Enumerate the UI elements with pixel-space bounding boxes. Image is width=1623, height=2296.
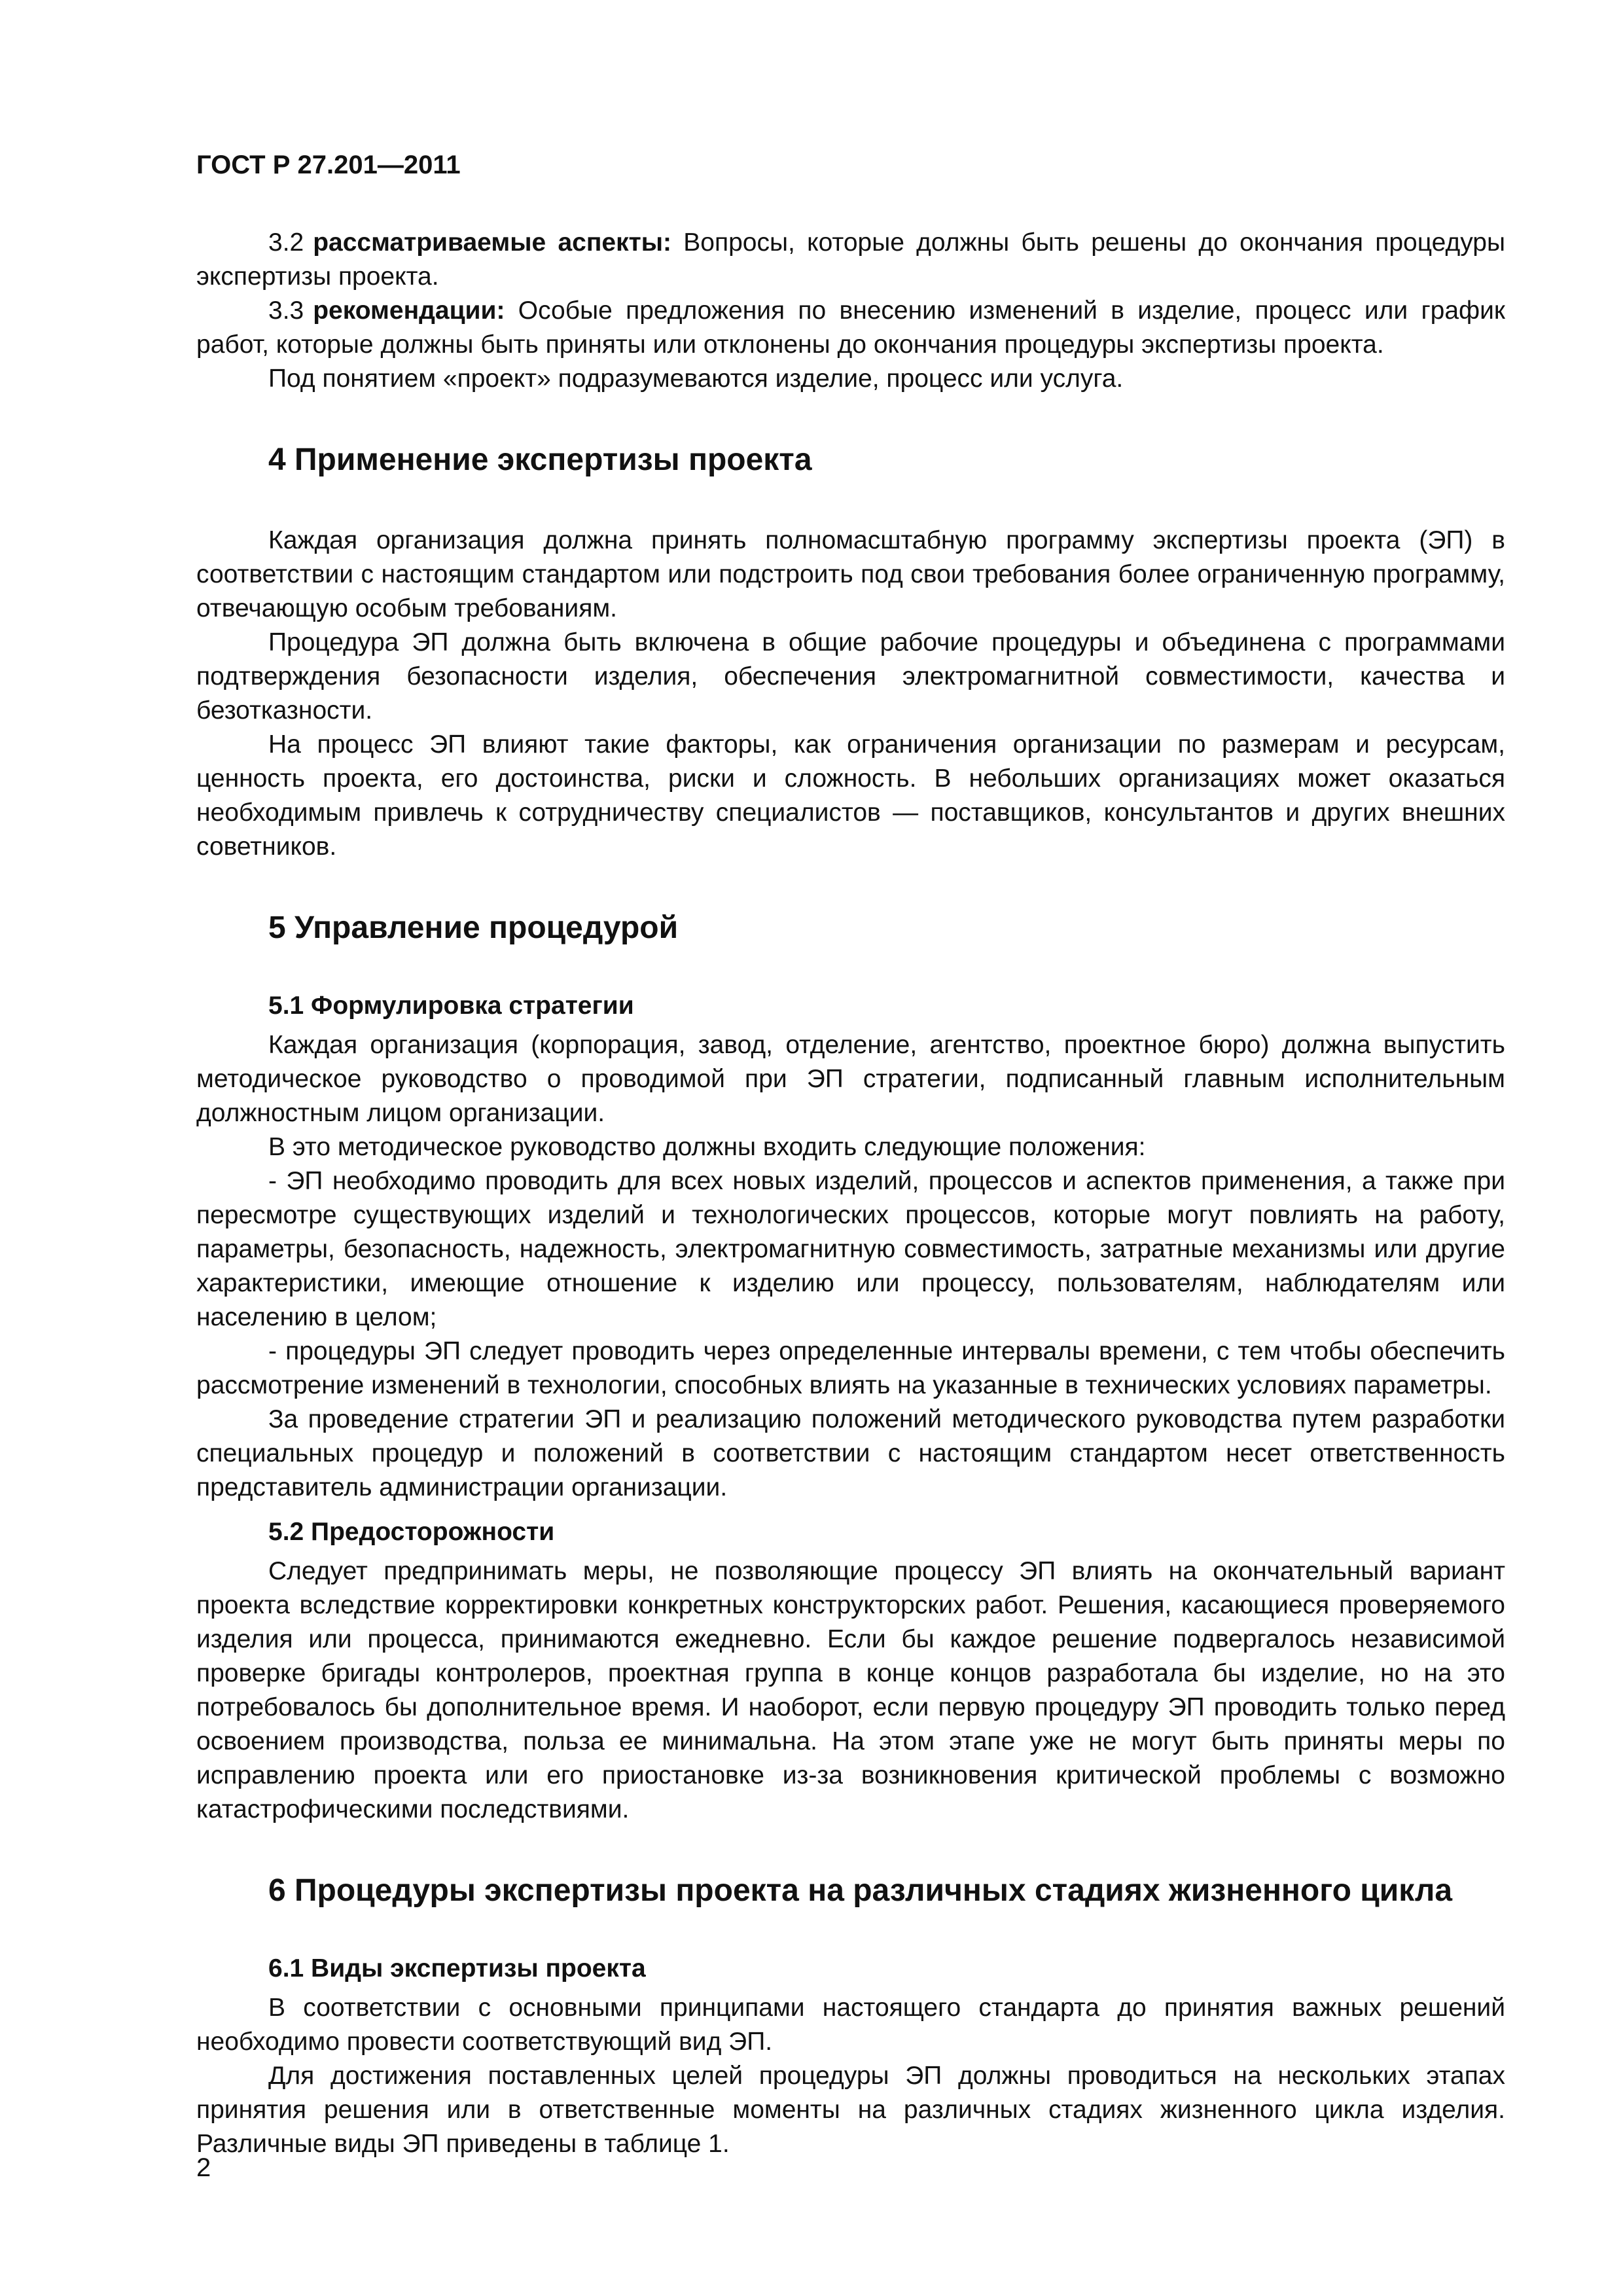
paragraph: За проведение стратегии ЭП и реализацию положений методического руководства путем разработки специальных процедур и положений в соответствии с настоящим стандартом несет ответственность представитель администрации организации.: [196, 1405, 1505, 1501]
paragraph: Каждая организация (корпорация, завод, отделение, агентство, проектное бюро) должна выпустить методическое руководство о проводимой при ЭП стратегии, подписанный главным исполнительным должностным лицом организации.: [196, 1031, 1505, 1127]
page-number: 2: [196, 2153, 211, 2182]
paragraph: Процедура ЭП должна быть включена в общие рабочие процедуры и объединена с программами подтверждения безопасности изделия, обеспечения электромагнитной совместимости, качества и безотказности.: [196, 628, 1505, 725]
paragraph: Следует предпринимать меры, не позволяющие процессу ЭП влиять на окончательный вариант проекта вследствие корректировки конкретных конструкторских работ. Решения, касающиеся проверяемого изделия или процесса, принимаются ежедневно. Если бы каждое решение подвергалось независимой проверке бригады контролеров, проектная группа в конце концов разработала бы изделие, но на это потребовалось бы дополнительное время. И наоборот, если первую процедуру ЭП проводить только перед освоением производства, польза ее минимальна. На этом этапе уже не могут быть приняты меры по исправлению проекта или его приостановке из-за возникновения критической проблемы с возможно катастрофическими последствиями.: [196, 1557, 1505, 1823]
paragraph: В это методическое руководство должны входить следующие положения:: [268, 1133, 1146, 1161]
subsection-5-2-title: 5.2 Предосторожности: [268, 1518, 555, 1546]
subsection-6-1-title: 6.1 Виды экспертизы проекта: [268, 1954, 646, 1982]
section-6-title: 6 Процедуры экспертизы проекта на различных стадиях жизненного цикла: [268, 1873, 1453, 1908]
paragraph: Каждая организация должна принять полномасштабную программу экспертизы проекта (ЭП) в соответствии с настоящим стандартом или подстроить под свои требования более ограниченную программу, отвечающую особым требованиям.: [196, 526, 1505, 622]
term-name: рекомендации:: [313, 296, 505, 325]
section-5-title: 5 Управление процедурой: [268, 910, 679, 945]
list-item: - процедуры ЭП следует проводить через определенные интервалы времени, с тем чтобы обеспечить рассмотрение изменений в технологии, способных влиять на указанные в технических условиях параметры.: [196, 1337, 1505, 1399]
term-name: рассматриваемые аспекты:: [313, 228, 671, 257]
paragraph: В соответствии с основными принципами настоящего стандарта до принятия важных решений необходимо провести соответствующий вид ЭП.: [196, 1994, 1505, 2056]
paragraph: На процесс ЭП влияют такие факторы, как ограничения организации по размерам и ресурсам, ценность проекта, его достоинства, риски и сложность. В небольших организациях может оказаться необходимым привлечь к сотрудничеству специалистов — поставщиков, консультантов и других внешних советников.: [196, 730, 1505, 861]
document-header: ГОСТ Р 27.201—2011: [196, 151, 461, 179]
list-item: - ЭП необходимо проводить для всех новых изделий, процессов и аспектов применения, а также при пересмотре существующих изделий и технологических процессов, которые могут повлиять на работу, параметры, безопасность, надежность, электромагнитную совместимость, затратные механизмы или другие характеристики, имеющие отношение к изделию или процессу, пользователям, наблюдателям или населению в целом;: [196, 1167, 1505, 1331]
paragraph: Для достижения поставленных целей процедуры ЭП должны проводиться на нескольких этапах принятия решения или в ответственные моменты на различных стадиях жизненного цикла изделия. Различные виды ЭП приведены в таблице 1.: [196, 2062, 1505, 2158]
term-definition: Особые предложения по внесению изменений в изделие, процесс или график работ, которые должны быть приняты или отклонены до окончания процедуры экспертизы проекта.: [196, 296, 1505, 359]
term-number: 3.3: [268, 296, 304, 325]
term-number: 3.2: [268, 228, 304, 257]
subsection-5-1-title: 5.1 Формулировка стратегии: [268, 992, 634, 1020]
term-3-3: [196, 294, 1505, 362]
project-note: Под понятием «проект» подразумеваются изделие, процесс или услуга.: [268, 365, 1124, 393]
term-definition: Вопросы, которые должны быть решены до окончания процедуры экспертизы проекта.: [196, 228, 1505, 291]
document-page: [196, 151, 1505, 2161]
term-3-2: [196, 226, 1505, 294]
section-4-title: 4 Применение экспертизы проекта: [268, 442, 812, 477]
